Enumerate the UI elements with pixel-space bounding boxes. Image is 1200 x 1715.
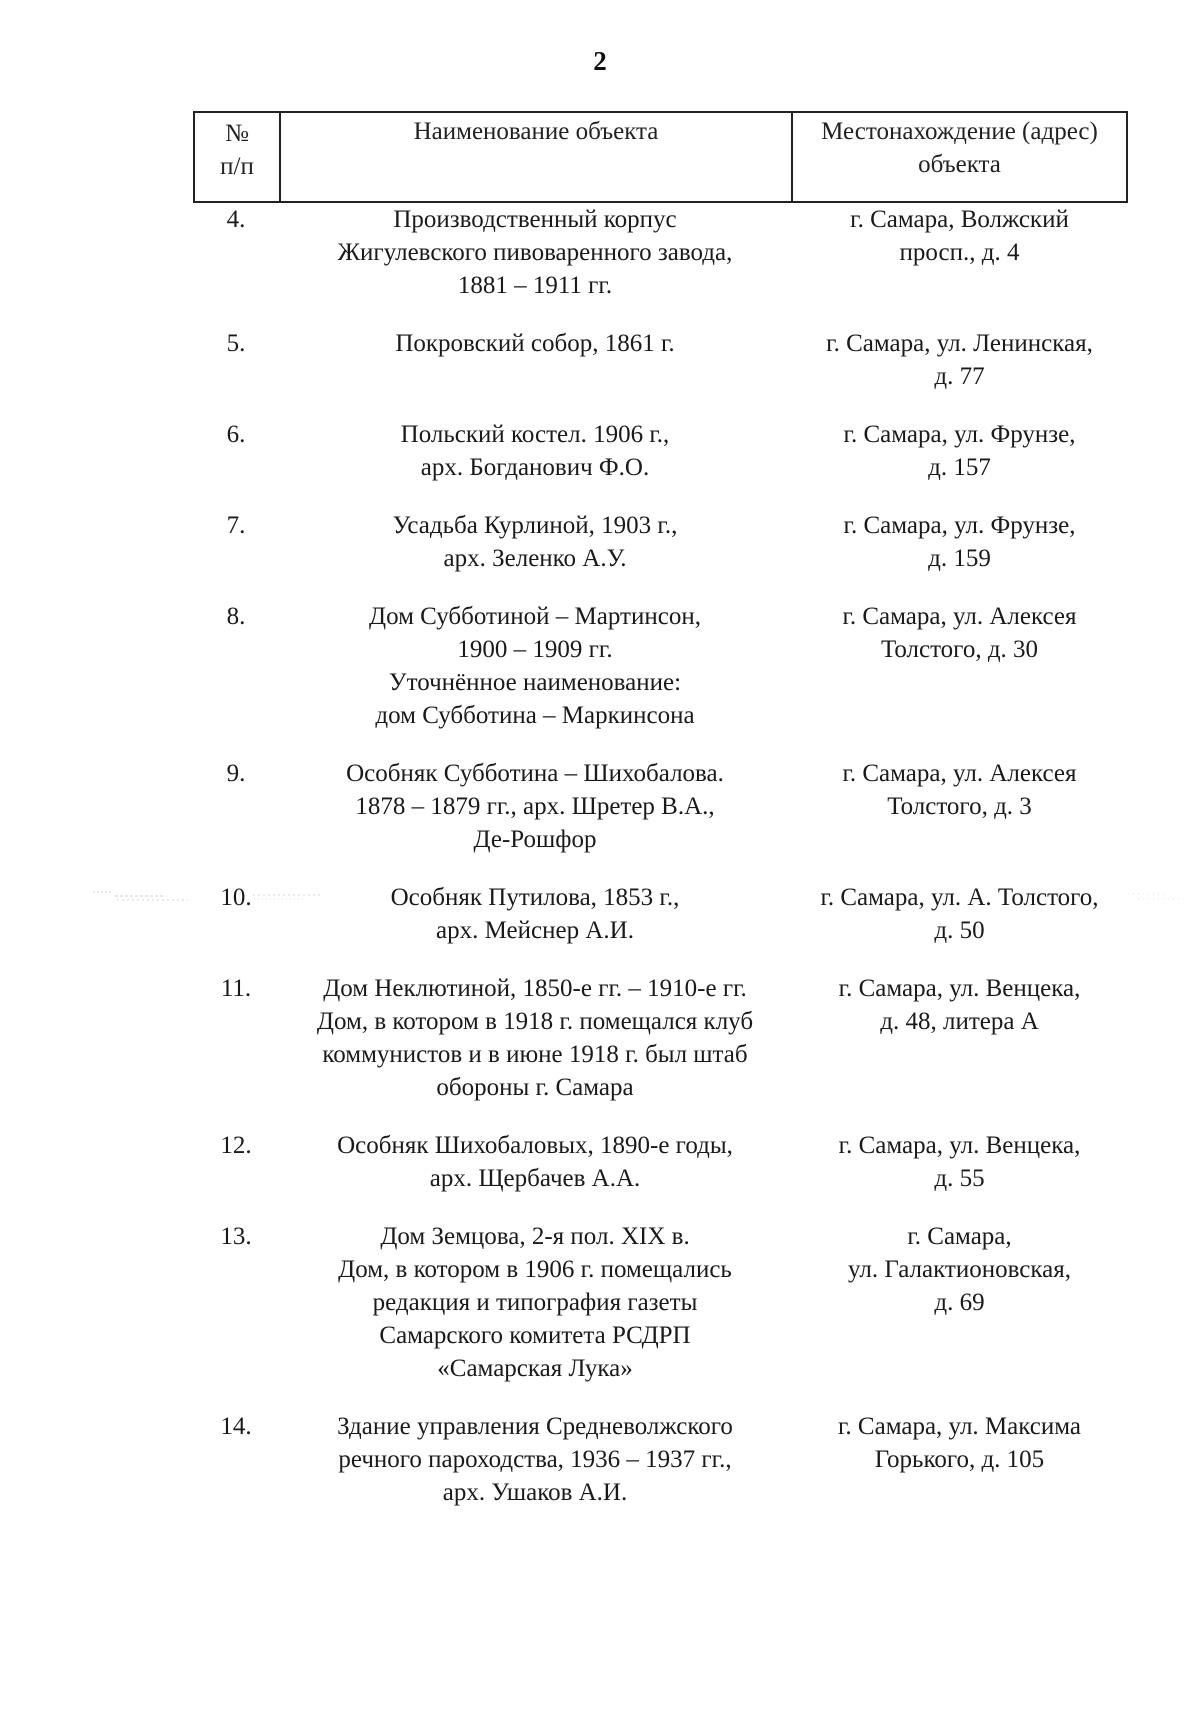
object-name: [279, 972, 791, 1104]
object-address: [791, 1220, 1128, 1319]
object-address: [791, 600, 1128, 666]
row-number: 9.: [226, 760, 246, 787]
row-number: 12.: [220, 1132, 252, 1159]
object-name-line: Особняк Путилова, 1853 г.,: [390, 884, 680, 911]
row-number: 5.: [226, 330, 246, 357]
header-name-column: [281, 113, 793, 201]
object-name-line: коммунистов и в июне 1918 г. был штаб: [322, 1041, 748, 1068]
table-row: [193, 203, 1128, 327]
object-name-line: 1878 – 1879 гг., арх. Шретер В.А.,: [355, 793, 715, 820]
table-row: [193, 1129, 1128, 1220]
object-address-line: Горького, д. 105: [874, 1446, 1045, 1473]
row-number: 14.: [220, 1413, 252, 1440]
object-name-line: арх. Мейснер А.И.: [436, 917, 634, 944]
object-name-line: Усадьба Курлиной, 1903 г.,: [392, 512, 678, 539]
object-name-line: Дом Субботиной – Мартинсон,: [369, 603, 701, 630]
object-address-line: Толстого, д. 3: [887, 793, 1032, 820]
object-address: [791, 972, 1128, 1038]
header-number-line: п/п: [220, 153, 254, 180]
object-address-line: д. 77: [934, 363, 985, 390]
table-row: [193, 600, 1128, 757]
table-row: [193, 418, 1128, 509]
header-address-line: Местонахождение (адрес): [821, 118, 1098, 145]
row-number: 11.: [220, 975, 252, 1002]
object-address-line: г. Самара, ул. Фрунзе,: [843, 512, 1076, 539]
object-address-line: д. 69: [934, 1289, 985, 1316]
object-name-line: Покровский собор, 1861 г.: [395, 330, 675, 357]
header-address-line: объекта: [918, 151, 1001, 178]
object-address-line: просп., д. 4: [899, 239, 1020, 266]
table-row: [193, 1220, 1128, 1410]
row-number: 13.: [220, 1223, 252, 1250]
object-name-line: Особняк Субботина – Шихобалова.: [346, 760, 724, 787]
object-name-line: Дом Земцова, 2-я пол. XIX в.: [380, 1223, 690, 1250]
object-name-line: дом Субботина – Маркинсона: [375, 702, 695, 729]
table-row: [193, 1410, 1128, 1534]
object-address-line: г. Самара, ул. Венцека,: [838, 975, 1081, 1002]
page-number: 2: [593, 46, 607, 76]
object-name-line: 1881 – 1911 гг.: [457, 272, 613, 299]
object-address: [791, 1410, 1128, 1476]
object-name: [279, 881, 791, 947]
object-address-line: г. Самара, ул. А. Толстого,: [820, 884, 1099, 911]
object-address-line: д. 48, литера А: [880, 1008, 1039, 1035]
object-address-line: д. 50: [934, 917, 985, 944]
object-name-line: «Самарская Лука»: [437, 1355, 633, 1382]
object-name-line: Дом, в котором в 1918 г. помещался клуб: [316, 1008, 754, 1035]
object-name-line: Польский костел. 1906 г.,: [400, 421, 670, 448]
object-address-line: Толстого, д. 30: [880, 636, 1039, 663]
object-name-line: Жигулевского пивоваренного завода,: [337, 239, 733, 266]
object-name-line: арх. Зеленко А.У.: [443, 545, 627, 572]
object-name-line: Дом Неклютиной, 1850-е гг. – 1910-е гг.: [323, 975, 747, 1002]
object-name-line: Уточнённое наименование:: [388, 669, 682, 696]
object-name: [279, 327, 791, 360]
object-address-line: г. Самара, ул. Фрунзе,: [843, 421, 1076, 448]
object-address: [791, 881, 1128, 947]
object-address: [791, 1129, 1128, 1195]
object-name-line: речного пароходства, 1936 – 1937 гг.,: [338, 1446, 732, 1473]
table-row: [193, 972, 1128, 1129]
object-name: [279, 509, 791, 575]
object-name-line: Здание управления Средневолжского: [337, 1413, 733, 1440]
row-number: 7.: [226, 512, 246, 539]
row-number: 10.: [220, 884, 252, 911]
object-address-line: д. 55: [934, 1165, 985, 1192]
object-address: [791, 509, 1128, 575]
object-name: [279, 1129, 791, 1195]
scan-noise-mark: [93, 886, 343, 904]
object-name: [279, 1410, 791, 1509]
object-address: [791, 757, 1128, 823]
object-address-line: г. Самара, ул. Алексея: [842, 760, 1077, 787]
object-name: [279, 757, 791, 856]
object-name-line: Производственный корпус: [393, 206, 677, 233]
object-name-line: Особняк Шихобаловых, 1890-е годы,: [337, 1132, 733, 1159]
object-name-line: обороны г. Самара: [436, 1074, 634, 1101]
object-name-line: 1900 – 1909 гг.: [457, 636, 613, 663]
table-header: [193, 111, 1128, 203]
header-number-column: [195, 113, 281, 201]
object-name-line: редакция и типография газеты: [372, 1289, 698, 1316]
object-address-line: г. Самара, ул. Максима: [838, 1413, 1081, 1440]
object-name-line: Самарского комитета РСДРП: [379, 1322, 691, 1349]
header-name-line: Наименование объекта: [413, 118, 659, 145]
object-address: [791, 203, 1128, 269]
row-number: 4.: [226, 206, 246, 233]
object-name-line: арх. Ушаков А.И.: [442, 1479, 628, 1506]
table-body: [193, 203, 1128, 1534]
object-address: [791, 418, 1128, 484]
table-row: [193, 509, 1128, 600]
object-name-line: арх. Богданович Ф.О.: [420, 454, 650, 481]
scan-noise-mark: [1128, 888, 1183, 904]
table-row: [193, 757, 1128, 881]
object-name: [279, 1220, 791, 1385]
object-name-line: Дом, в котором в 1906 г. помещались: [338, 1256, 732, 1283]
object-address-line: д. 157: [928, 454, 991, 481]
table-row: [193, 327, 1128, 418]
object-name: [279, 418, 791, 484]
object-name: [279, 600, 791, 732]
object-address-line: д. 159: [928, 545, 991, 572]
object-address: [791, 327, 1128, 393]
object-name-line: арх. Щербачев А.А.: [429, 1165, 641, 1192]
header-number-line: №: [225, 120, 249, 147]
object-name: [279, 203, 791, 302]
header-address-column: [793, 113, 1126, 201]
object-address-line: г. Самара, Волжский: [850, 206, 1069, 233]
row-number: 6.: [226, 421, 246, 448]
object-address-line: г. Самара, ул. Ленинская,: [826, 330, 1093, 357]
object-address-line: г. Самара, ул. Венцека,: [838, 1132, 1081, 1159]
object-address-line: г. Самара,: [907, 1223, 1012, 1250]
object-address-line: г. Самара, ул. Алексея: [842, 603, 1077, 630]
row-number: 8.: [226, 603, 246, 630]
object-address-line: ул. Галактионовская,: [848, 1256, 1071, 1283]
object-name-line: Де-Рошфор: [473, 826, 597, 853]
